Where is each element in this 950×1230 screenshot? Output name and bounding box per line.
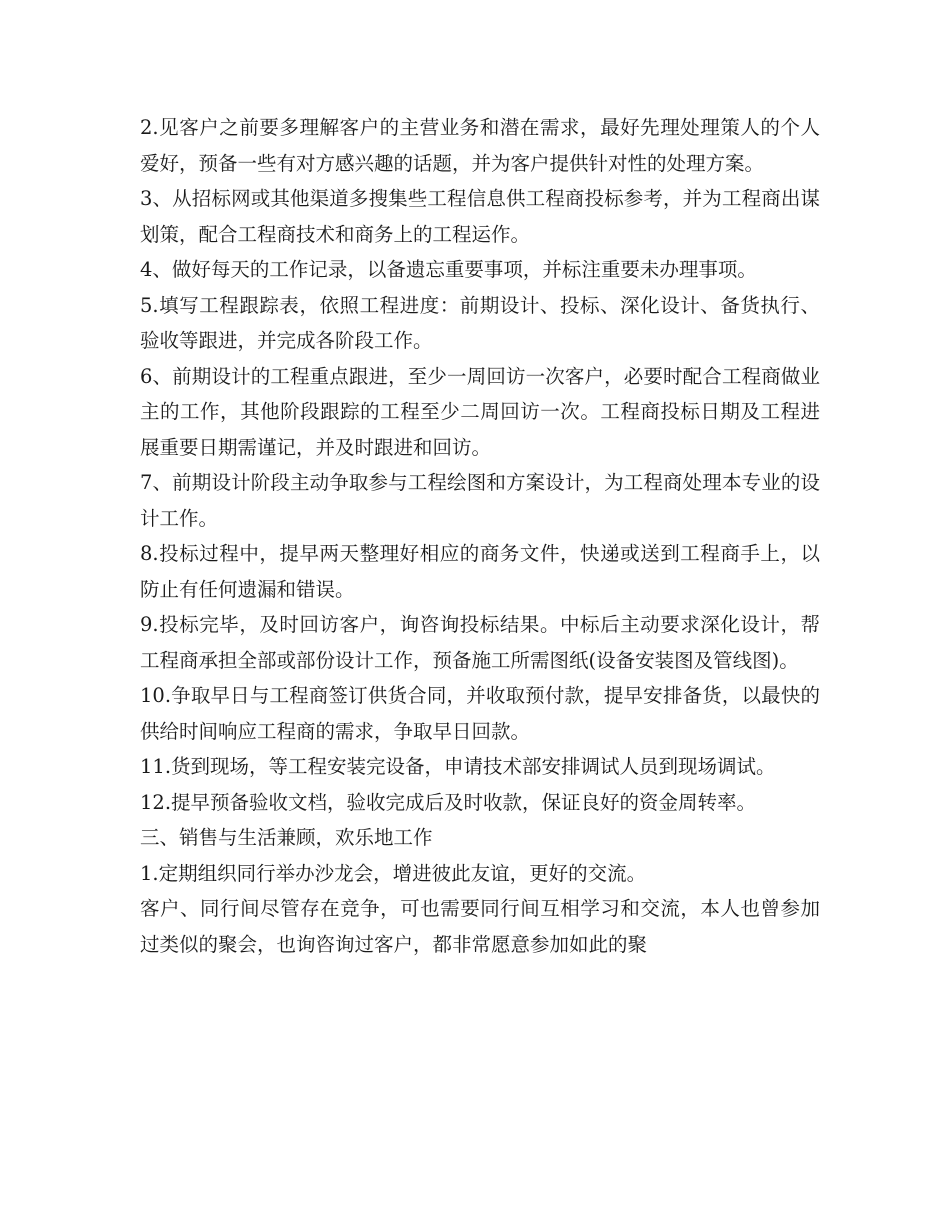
body-paragraph: 客户、同行间尽管存在竞争，可也需要同行间互相学习和交流，本人也曾参加过类似的聚会，也询咨询过客户，都非常愿意参加如此的聚 [140, 897, 820, 956]
paragraph-item-2: 2.见客户之前要多理解客户的主营业务和潜在需求，最好先理处理策人的个人爱好，预备一些有对方感兴趣的话题，并为客户提供针对性的处理方案。 [140, 116, 820, 175]
paragraph-item-3: 3、从招标网或其他渠道多搜集些工程信息供工程商投标参考，并为工程商出谋划策，配合工程商技术和商务上的工程运作。 [140, 187, 820, 246]
paragraph-item-4: 4、做好每天的工作记录，以备遗忘重要事项，并标注重要未办理事项。 [140, 258, 757, 281]
document-page [140, 110, 820, 962]
paragraph-item-5: 5.填写工程跟踪表，依照工程进度：前期设计、投标、深化设计、备货执行、验收等跟进，并完成各阶段工作。 [140, 293, 820, 352]
paragraph-item-11: 11.货到现场，等工程安装完设备，申请技术部安排调试人员到现场调试。 [140, 755, 776, 778]
paragraph-item-12: 12.提早预备验收文档，验收完成后及时收款，保证良好的资金周转率。 [140, 790, 757, 814]
paragraph-item-10: 10.争取早日与工程商签订供货合同，并收取预付款，提早安排备货，以最快的供给时间响应工程商的需求，争取早日回款。 [140, 684, 820, 743]
paragraph-item-7: 7、前期设计阶段主动争取参与工程绘图和方案设计，为工程商处理本专业的设计工作。 [140, 471, 820, 530]
section-heading-3: 三、销售与生活兼顾，欢乐地工作 [140, 826, 433, 849]
paragraph-item-1: 1.定期组织同行举办沙龙会，增进彼此友谊，更好的交流。 [140, 861, 647, 885]
paragraph-item-9: 9.投标完毕，及时回访客户，询咨询投标结果。中标后主动要求深化设计，帮工程商承担全部或部份设计工作，预备施工所需图纸(设备安装图及管线图)。 [140, 613, 820, 672]
paragraph-item-8: 8.投标过程中，提早两天整理好相应的商务文件，快递或送到工程商手上，以防止有任何遗漏和错误。 [140, 542, 820, 601]
paragraph-item-6: 6、前期设计的工程重点跟进，至少一周回访一次客户，必要时配合工程商做业主的工作，其他阶段跟踪的工程至少二周回访一次。工程商投标日期及工程进展重要日期需谨记，并及时跟进和回访。 [140, 364, 820, 459]
